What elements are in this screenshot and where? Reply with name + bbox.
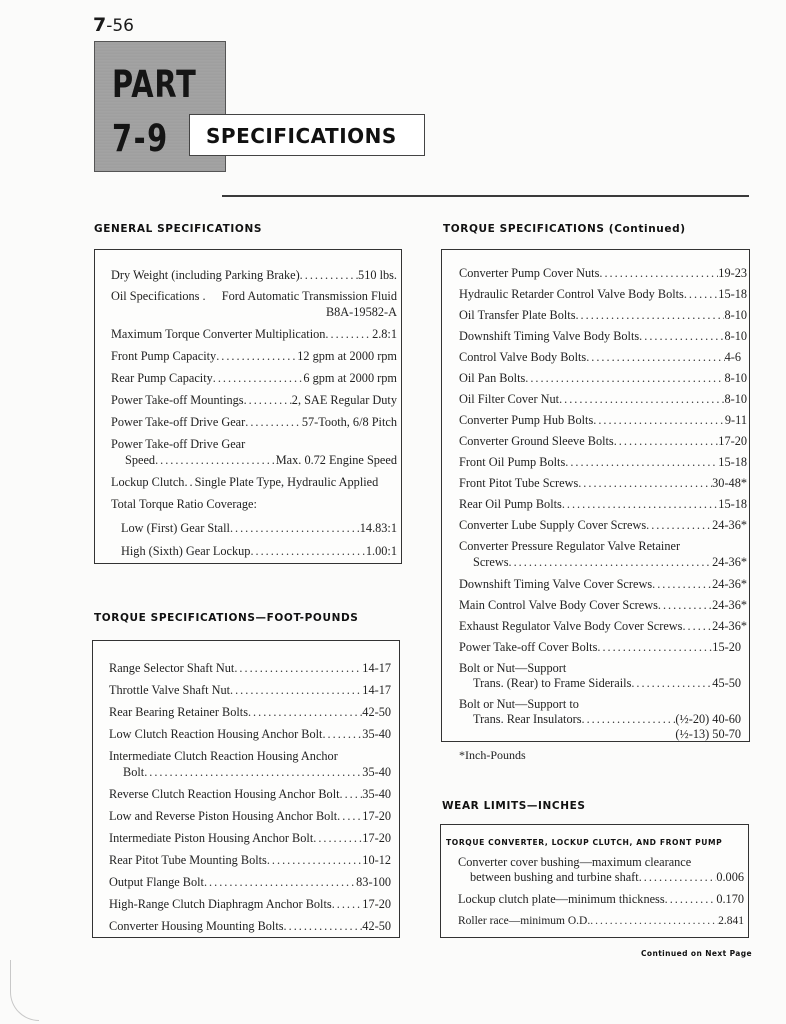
page-corner-edge (10, 960, 39, 1021)
spec-row: Rear Pump Capacity ..... 6 gpm at 2000 rpm (111, 364, 397, 386)
torque-row: Reverse Clutch Reaction Housing Anchor Bolt ..... 35-40 (109, 780, 391, 802)
torque-row: Oil Transfer Plate Bolts ..... 8-10 (459, 302, 747, 323)
torque-row: Low and Reverse Piston Housing Anchor Bolt ..... 17-20 (109, 802, 391, 824)
torque-foot-pounds-box (92, 640, 400, 938)
torque-row: Power Take-off Cover Bolts ..... 15-20 (459, 634, 747, 655)
torque-row: Front Pitot Tube Screws ..... 30-48* (459, 470, 747, 491)
torque-row: Converter Pump Hub Bolts ..... 9-11 (459, 407, 747, 428)
torque-row: Converter Pump Cover Nuts ..... 19-23 (459, 260, 747, 281)
part-number: 7-9 (112, 117, 169, 160)
torque-continued-heading: TORQUE SPECIFICATIONS (Continued) (443, 223, 686, 235)
torque-row-continuation: Screws ..... 24-36* (459, 554, 747, 570)
torque-row: Rear Pitot Tube Mounting Bolts ..... 10-12 (109, 846, 391, 868)
spec-row: Dry Weight (including Parking Brake) ..... 510 lbs. (111, 261, 397, 283)
torque-row: Downshift Timing Valve Body Bolts ..... 8-10 (459, 323, 747, 344)
torque-row: Rear Oil Pump Bolts ..... 15-18 (459, 491, 747, 512)
torque-row: Front Oil Pump Bolts ..... 15-18 (459, 449, 747, 470)
torque-row: Control Valve Body Bolts ..... 4-6 (459, 344, 747, 365)
torque-row: Intermediate Clutch Reaction Housing Anchor (109, 749, 338, 763)
torque-row-continuation: Bolt ..... 35-40 (109, 764, 391, 780)
torque-row: Output Flange Bolt ..... 83-100 (109, 868, 391, 890)
torque-row: Oil Filter Cover Nut ..... 8-10 (459, 386, 747, 407)
footnote-inch-pounds: *Inch-Pounds (459, 748, 526, 762)
torque-row: High-Range Clutch Diaphragm Anchor Bolts ..... 17-20 (109, 890, 391, 912)
torque-row-continuation: (½-13) 50-70 (675, 727, 741, 741)
spec-row: Power Take-off Drive Gear (111, 437, 246, 451)
torque-row: Converter Ground Sleeve Bolts ..... 17-20 (459, 428, 747, 449)
spec-row: Total Torque Ratio Coverage: (111, 497, 257, 511)
torque-row: Converter Housing Mounting Bolts ..... 42-50 (109, 912, 391, 934)
torque-row: Range Selector Shaft Nut ..... 14-17 (109, 654, 391, 676)
spec-row: Power Take-off Mountings ..... 2, SAE Regular Duty (111, 386, 397, 408)
torque-row: Intermediate Piston Housing Anchor Bolt ..... 17-20 (109, 824, 391, 846)
general-specifications-box (94, 249, 402, 564)
wear-row-continuation: between bushing and turbine shaft ..... 0.006 (458, 870, 744, 885)
wear-limits-subheading: TORQUE CONVERTER, LOCKUP CLUTCH, AND FRONT PUMP (446, 838, 723, 847)
wear-row: Roller race—minimum O.D. ..... 2.841 (458, 907, 744, 929)
page-title: SPECIFICATIONS (206, 124, 397, 148)
torque-row: Exhaust Regulator Valve Body Cover Screws ..... 24-36* (459, 613, 747, 634)
spec-row: Front Pump Capacity ..... 12 gpm at 2000 rpm (111, 342, 397, 364)
torque-row: Rear Bearing Retainer Bolts ..... 42-50 (109, 698, 391, 720)
spec-row: Low (First) Gear Stall ..... 14.83:1 (111, 512, 397, 536)
torque-foot-pounds-heading: TORQUE SPECIFICATIONS—FOOT-POUNDS (94, 612, 359, 624)
torque-row: Oil Pan Bolts ..... 8-10 (459, 365, 747, 386)
torque-row: Bolt or Nut—Support (459, 661, 567, 675)
continued-on-next-page: Continued on Next Page (641, 949, 753, 958)
spec-row-continuation: B8A-19582-A (325, 305, 397, 319)
wear-limits-box (440, 824, 749, 938)
spec-row: Oil Specifications . Ford Automatic Transmission Fluid (111, 289, 397, 303)
spec-row: Power Take-off Drive Gear ..... 57-Tooth, 6/8 Pitch (111, 408, 397, 430)
torque-row: Converter Lube Supply Cover Screws ..... 24-36* (459, 512, 747, 533)
spec-row-continuation: Speed ..... Max. 0.72 Engine Speed (111, 452, 397, 468)
torque-row: Bolt or Nut—Support to (459, 697, 579, 711)
page-number: 7-56 (93, 14, 135, 36)
torque-row: Hydraulic Retarder Control Valve Body Bolts ..... 15-18 (459, 281, 747, 302)
torque-row: Converter Pressure Regulator Valve Retainer (459, 539, 681, 553)
torque-row-continuation: Trans. (Rear) to Frame Siderails ..... 45-50 (459, 676, 747, 691)
torque-row: Low Clutch Reaction Housing Anchor Bolt ..... 35-40 (109, 720, 391, 742)
torque-continued-box (441, 249, 750, 742)
part-label: PART (112, 63, 197, 106)
spec-row: Lockup Clutch .. Single Plate Type, Hydraulic Applied (111, 475, 379, 489)
spec-row: Maximum Torque Converter Multiplication ..... 2.8:1 (111, 320, 397, 342)
wear-limits-heading: WEAR LIMITS—INCHES (442, 800, 586, 812)
general-specifications-heading: GENERAL SPECIFICATIONS (94, 223, 262, 235)
header-divider (222, 195, 749, 197)
torque-row: Downshift Timing Valve Cover Screws ..... 24-36* (459, 570, 747, 592)
spec-row: High (Sixth) Gear Lockup ..... 1.00:1 (111, 536, 397, 559)
wear-row: Lockup clutch plate—minimum thickness ..... 0.170 (458, 885, 744, 907)
torque-row: Main Control Valve Body Cover Screws ..... 24-36* (459, 592, 747, 613)
torque-row: Throttle Valve Shaft Nut ..... 14-17 (109, 676, 391, 698)
torque-row-continuation: Trans. Rear Insulators ..... (½-20) 40-60 (459, 712, 747, 727)
wear-row: Converter cover bushing—maximum clearance (458, 855, 692, 869)
